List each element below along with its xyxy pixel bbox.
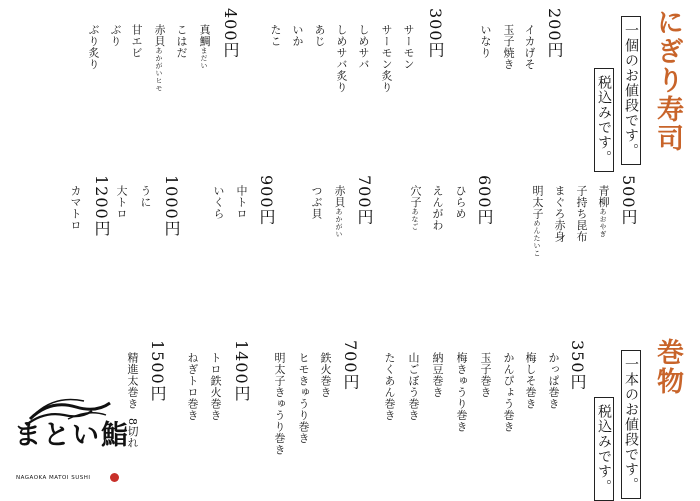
menu-item: まぐろ赤身 — [553, 185, 566, 243]
menu-item: うに — [139, 185, 152, 208]
nigiri-note-tax: 税込みです。 — [594, 68, 614, 172]
cut-note: 8切れ — [126, 418, 139, 449]
maki-heading: 巻物 — [652, 338, 683, 396]
menu-item: かんぴょう巻き — [502, 352, 515, 433]
menu-item: 赤貝あかがいヒモ — [153, 24, 166, 92]
menu-item: たくあん巻き — [383, 352, 396, 421]
menu-item: 明太子きゅうり巻き — [273, 352, 286, 456]
menu-item: いなり — [479, 24, 492, 59]
price-400: 400円 — [221, 8, 240, 59]
price-300: 300円 — [426, 8, 445, 59]
menu-item: 赤貝あかがい — [333, 185, 346, 238]
nigiri-note-per-piece: 一個のお値段です。 — [621, 16, 641, 165]
menu-item: ヒモきゅうり巻き — [297, 352, 310, 444]
price-600: 600円 — [475, 175, 494, 226]
menu-item: いか — [291, 24, 304, 47]
price-1000: 1000円 — [162, 175, 181, 237]
logo-subtitle: NAGAOKA MATOI SUSHI — [16, 475, 91, 481]
menu-item: 青柳あおやぎ — [597, 185, 610, 238]
menu-item: つぶ貝 — [310, 185, 323, 220]
menu-item: 玉子巻き — [479, 352, 492, 398]
menu-item: ひらめ — [454, 185, 467, 220]
menu-item: 真鯛まだい — [198, 24, 211, 70]
nigiri-heading: にぎり寿司 — [652, 8, 683, 153]
menu-item: いくら — [212, 185, 225, 220]
menu-item: 精進太巻き — [126, 352, 139, 410]
menu-item: サーモン炙り — [380, 24, 393, 93]
price-200: 200円 — [545, 8, 564, 59]
menu-item: たこ — [269, 24, 282, 47]
menu-item: あじ — [313, 24, 326, 47]
menu-item: ぶり炙り — [87, 24, 100, 70]
menu-item: しめサバ炙り — [335, 24, 348, 93]
menu-item: 明太子めんたいこ — [531, 185, 544, 257]
menu-item: こはだ — [175, 24, 188, 59]
logo-seal-icon — [110, 473, 119, 482]
menu-item: 鉄火巻き — [319, 352, 332, 398]
menu-item: イカげそ — [523, 24, 536, 70]
menu-item: 山ごぼう巻き — [407, 352, 420, 421]
price-700-maki: 700円 — [341, 340, 360, 391]
menu-item: えんがわ — [431, 185, 444, 231]
menu-item: 梅しそ巻き — [524, 352, 537, 410]
price-900: 900円 — [257, 175, 276, 226]
menu-item: ぶり — [109, 24, 122, 47]
menu-item: サーモン — [402, 24, 415, 70]
menu-item: 穴子あなご — [409, 185, 422, 231]
maki-note-tax: 税込みです。 — [594, 397, 614, 501]
menu-item: 大トロ — [115, 185, 128, 220]
menu-item: 納豆巻き — [431, 352, 444, 398]
price-350: 350円 — [568, 340, 587, 391]
menu-item: 中トロ — [235, 185, 248, 220]
price-700: 700円 — [355, 175, 374, 226]
maki-note-per-roll: 一本のお値段です。 — [621, 350, 641, 499]
price-500: 500円 — [619, 175, 638, 226]
menu-item: カマトロ — [69, 185, 82, 231]
price-1500: 1500円 — [148, 340, 167, 402]
menu-item: かっぱ巻き — [547, 352, 560, 410]
menu-item: 玉子焼き — [502, 24, 515, 70]
menu-item: 子持ち昆布 — [575, 185, 588, 243]
price-1200: 1200円 — [92, 175, 111, 237]
menu-item: ねぎトロ巻き — [186, 352, 199, 421]
menu-item: しめサバ — [357, 24, 370, 70]
logo-name: まとい鮨 — [14, 420, 130, 451]
menu-item: 梅きゅうり巻き — [455, 352, 468, 433]
menu-item: トロ鉄火巻き — [209, 352, 222, 421]
menu-item: 甘エビ — [130, 24, 143, 59]
price-1400: 1400円 — [232, 340, 251, 402]
